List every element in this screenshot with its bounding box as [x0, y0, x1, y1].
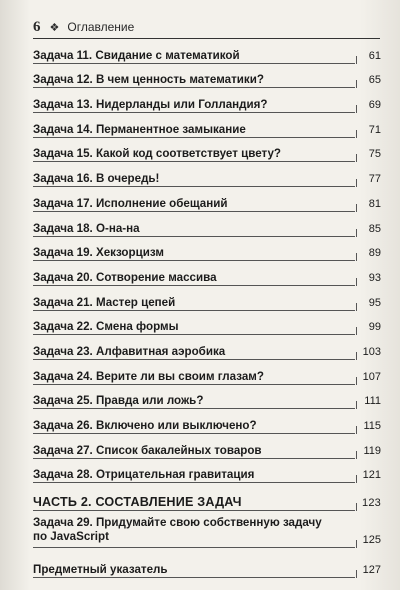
toc-entry-page: 103	[362, 345, 381, 358]
toc-part-heading	[33, 482, 381, 510]
toc-entry-title: Задача 28. Отрицательная гравитация	[33, 468, 255, 482]
toc-entry-title: Задача 12. В чем ценность математики?	[33, 73, 264, 87]
toc-entry-page: 77	[368, 173, 381, 186]
table-of-contents	[33, 38, 381, 577]
toc-entry-page: 119	[363, 444, 381, 457]
toc-entry-title: Задача 14. Перманентное замыкание	[33, 122, 246, 136]
toc-entry	[33, 285, 381, 310]
toc-index-entry	[33, 548, 381, 577]
page-number: 6	[33, 18, 41, 35]
toc-entry-page: 107	[362, 370, 381, 383]
toc-entry-page: 115	[363, 420, 381, 432]
toc-entry	[33, 433, 381, 458]
toc-entry	[33, 260, 381, 285]
toc-entry-title-line1: Задача 29. Придумайте свою собственную задачу	[33, 516, 322, 530]
toc-entry-title-line2: по JavaScript	[33, 530, 109, 544]
toc-entry-page: 85	[368, 222, 381, 235]
toc-entry-multiline	[33, 510, 381, 548]
toc-entry-title: Задача 25. Правда или ложь?	[33, 394, 204, 408]
toc-entry-page: 125	[362, 534, 381, 547]
toc-entry	[33, 63, 381, 88]
toc-entry	[33, 186, 381, 211]
toc-entry-title: Задача 13. Нидерланды или Голландия?	[33, 98, 268, 112]
toc-entry-title: Задача 15. Какой код соответствует цвету?	[33, 147, 282, 161]
toc-entry-title: Задача 22. Смена формы	[33, 320, 179, 334]
toc-entry-page: 75	[368, 148, 381, 161]
toc-entry-title: Задача 27. Список бакалейных товаров	[33, 443, 262, 457]
index-page: 127	[362, 564, 381, 577]
toc-entry-title: Задача 20. Сотворение массива	[33, 270, 217, 284]
toc-entry-page: 71	[368, 123, 381, 136]
toc-entry-title: Задача 11. Свидание с математикой	[33, 48, 240, 62]
toc-entry-title: Задача 23. Алфавитная аэробика	[33, 344, 226, 358]
toc-entry-page: 61	[368, 49, 381, 62]
toc-entry	[33, 112, 381, 137]
toc-entry-title: Задача 18. О-на-на	[33, 221, 140, 235]
part-page: 123	[362, 497, 381, 510]
toc-entry-page: 99	[368, 321, 381, 334]
toc-entry-page: 65	[368, 74, 381, 87]
toc-entry-page: 95	[368, 296, 381, 309]
toc-entry-title: Задача 24. Верите ли вы своим глазам?	[33, 369, 264, 383]
toc-entry	[33, 161, 381, 186]
toc-entry-title: Задача 19. Хекзорцизм	[33, 246, 164, 260]
toc-entry	[33, 359, 381, 384]
toc-entry-title: Задача 17. Исполнение обещаний	[33, 196, 228, 210]
toc-entry-page: 89	[368, 247, 381, 260]
toc-entry-page: 69	[368, 99, 381, 112]
toc-entry	[33, 334, 381, 359]
toc-entry	[33, 38, 381, 63]
part-title: ЧАСТЬ 2. СОСТАВЛЕНИЕ ЗАДАЧ	[33, 495, 242, 510]
toc-entry	[33, 458, 381, 483]
toc-entry-title: Задача 16. В очередь!	[33, 172, 160, 186]
toc-entry	[33, 137, 381, 162]
ornament-icon: ❖	[49, 21, 60, 34]
toc-entry-page: 93	[368, 271, 381, 284]
toc-entry	[33, 87, 381, 112]
header-title: Оглавление	[67, 20, 135, 34]
toc-entry	[33, 236, 381, 261]
running-header	[33, 18, 378, 36]
index-title: Предметный указатель	[33, 563, 168, 577]
toc-entry-page: 111	[364, 395, 381, 408]
toc-entry	[33, 384, 381, 409]
toc-entry-title: Задача 21. Мастер цепей	[33, 295, 176, 309]
toc-entry	[33, 408, 381, 433]
toc-entry	[33, 310, 381, 335]
toc-entry-page: 81	[368, 197, 381, 210]
toc-entry	[33, 211, 381, 236]
toc-entry-title: Задача 26. Включено или выключено?	[33, 419, 257, 432]
toc-entry-page: 121	[362, 469, 381, 482]
